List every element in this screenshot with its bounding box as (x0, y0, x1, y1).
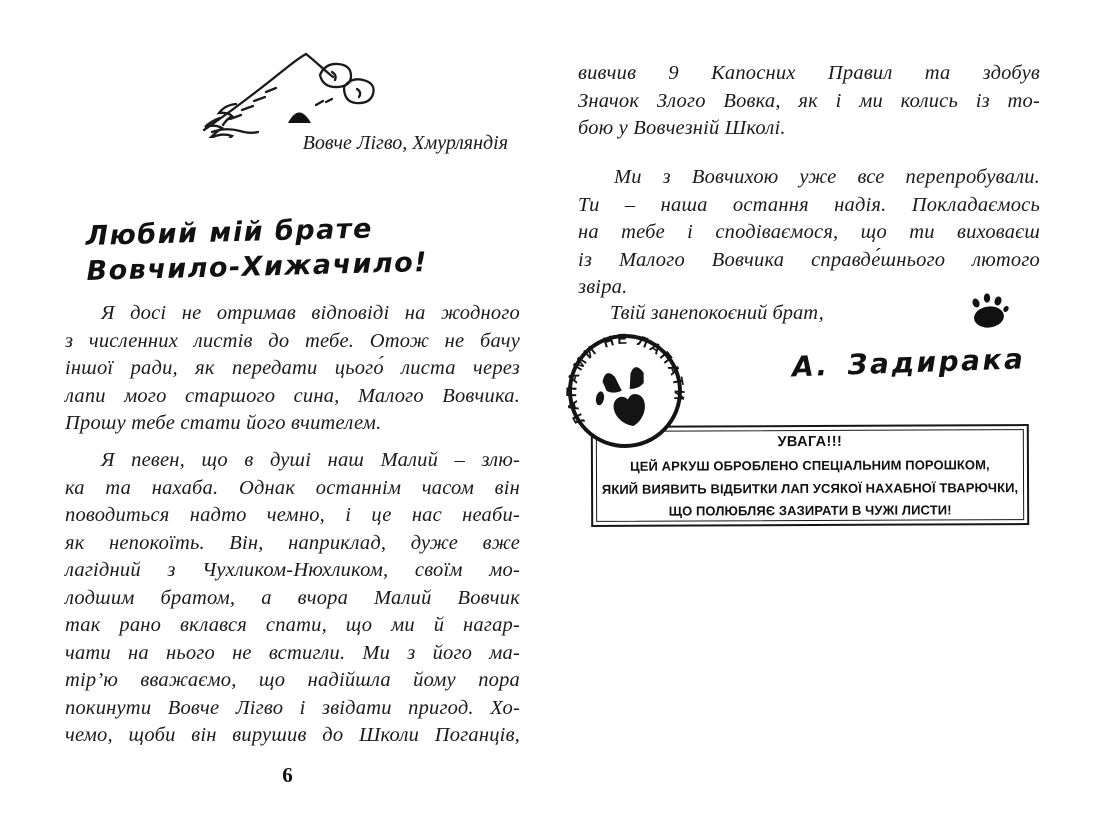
text-line: Ти – наша остання надія. Покладаємось (578, 193, 1040, 216)
text-line: бою у Вовчезній Школі. (578, 117, 786, 139)
text-line: звіра. (578, 276, 628, 298)
stamp-text: ЛАПАМИ НЕ ЛАПАТИ (564, 331, 687, 427)
mountain-cave-illustration (192, 42, 402, 138)
letter-paragraph-3 (578, 60, 1040, 143)
cave-entrance (288, 113, 311, 124)
paws-off-stamp (562, 328, 688, 454)
mountain-cave-icon (192, 42, 402, 138)
letter-paragraph-4 (578, 164, 1040, 302)
text-line: Я досі не отримав відповіді на жодного (101, 302, 520, 324)
text-line: поводиться надто чемно, і це нас неаби- (65, 504, 520, 526)
text-line: вивчив 9 Капосних Правил та здобув (578, 62, 1040, 84)
text-line: з численних листів до тебе. Отож не бачу (65, 329, 520, 352)
text-line: так рано вклався спати, що ми й нагар- (65, 614, 520, 636)
warning-line: ЩО ПОЛЮБЛЯЄ ЗАЗИРАТИ В ЧУЖІ ЛИСТИ! (668, 502, 952, 519)
text-line: Прошу тебе стати його вчителем. (65, 412, 382, 434)
letter-closing: Твій занепокоєний брат, (610, 302, 824, 324)
greeting-line-1: Любий мій брате (85, 213, 374, 252)
text-line: тір’ю вважаємо, що надійшла йому пора (65, 669, 520, 691)
text-line: Значок Злого Вовка, як і ми колись із то- (578, 89, 1040, 112)
text-line: ка та нахаба. Однак останнім часом він (65, 476, 520, 499)
text-line: як непокоїть. Він, наприклад, дуже вже (65, 531, 520, 554)
letter-signature: А. Задирака (791, 342, 1026, 384)
text-line: лодшим братом, а вчора Малий Вовчик (65, 586, 520, 609)
text-line: лапи мого старшого сина, Малого Вовчика. (65, 384, 520, 407)
text-line: Ми з Вовчихою уже все перепробували. (614, 166, 1040, 188)
text-line: чати на нього не встигли. Ми з його ма- (65, 641, 520, 664)
warning-line: ЯКИЙ ВИЯВИТЬ ВІДБИТКИ ЛАП УСЯКОЇ НАХАБНОЇ ТВАРЮЧКИ, (601, 479, 1019, 497)
text-line: із Малого Вовчика справде́шнього лютого (578, 248, 1040, 271)
letter-paragraph-2 (65, 447, 520, 750)
greeting-line-2: Вовчило-Хижачило! (86, 247, 429, 287)
text-line: Я певен, що в душі наш Малий – злю- (101, 449, 520, 471)
paw-print-icon (967, 293, 1011, 331)
text-line: лагідний з Чухликом-Нюхликом, своїм мо- (65, 559, 520, 581)
warning-line: ЦЕЙ АРКУШ ОБРОБЛЕНО СПЕЦІАЛЬНИМ ПОРОШКОМ, (630, 457, 990, 474)
paws-off-stamp-icon (562, 328, 688, 454)
letter-greeting (85, 209, 467, 289)
text-line: покинути Вовче Лігво і звідати пригод. Хо- (65, 696, 520, 719)
paw-print-icon (967, 293, 1011, 331)
page-number: 6 (282, 763, 293, 787)
text-line: іншої ради, як передати цього́ листа через (65, 357, 520, 379)
text-line: на тебе і сподіваємося, що ти виховаєш (578, 221, 1040, 243)
warning-title: УВАГА!!! (777, 433, 843, 451)
letter-paragraph-1 (65, 300, 520, 438)
letter-location-line: Вовче Лігво, Хмурляндія (302, 132, 508, 154)
text-line: чемо, щоби він вирушив до Школи Поганців, (65, 724, 520, 746)
